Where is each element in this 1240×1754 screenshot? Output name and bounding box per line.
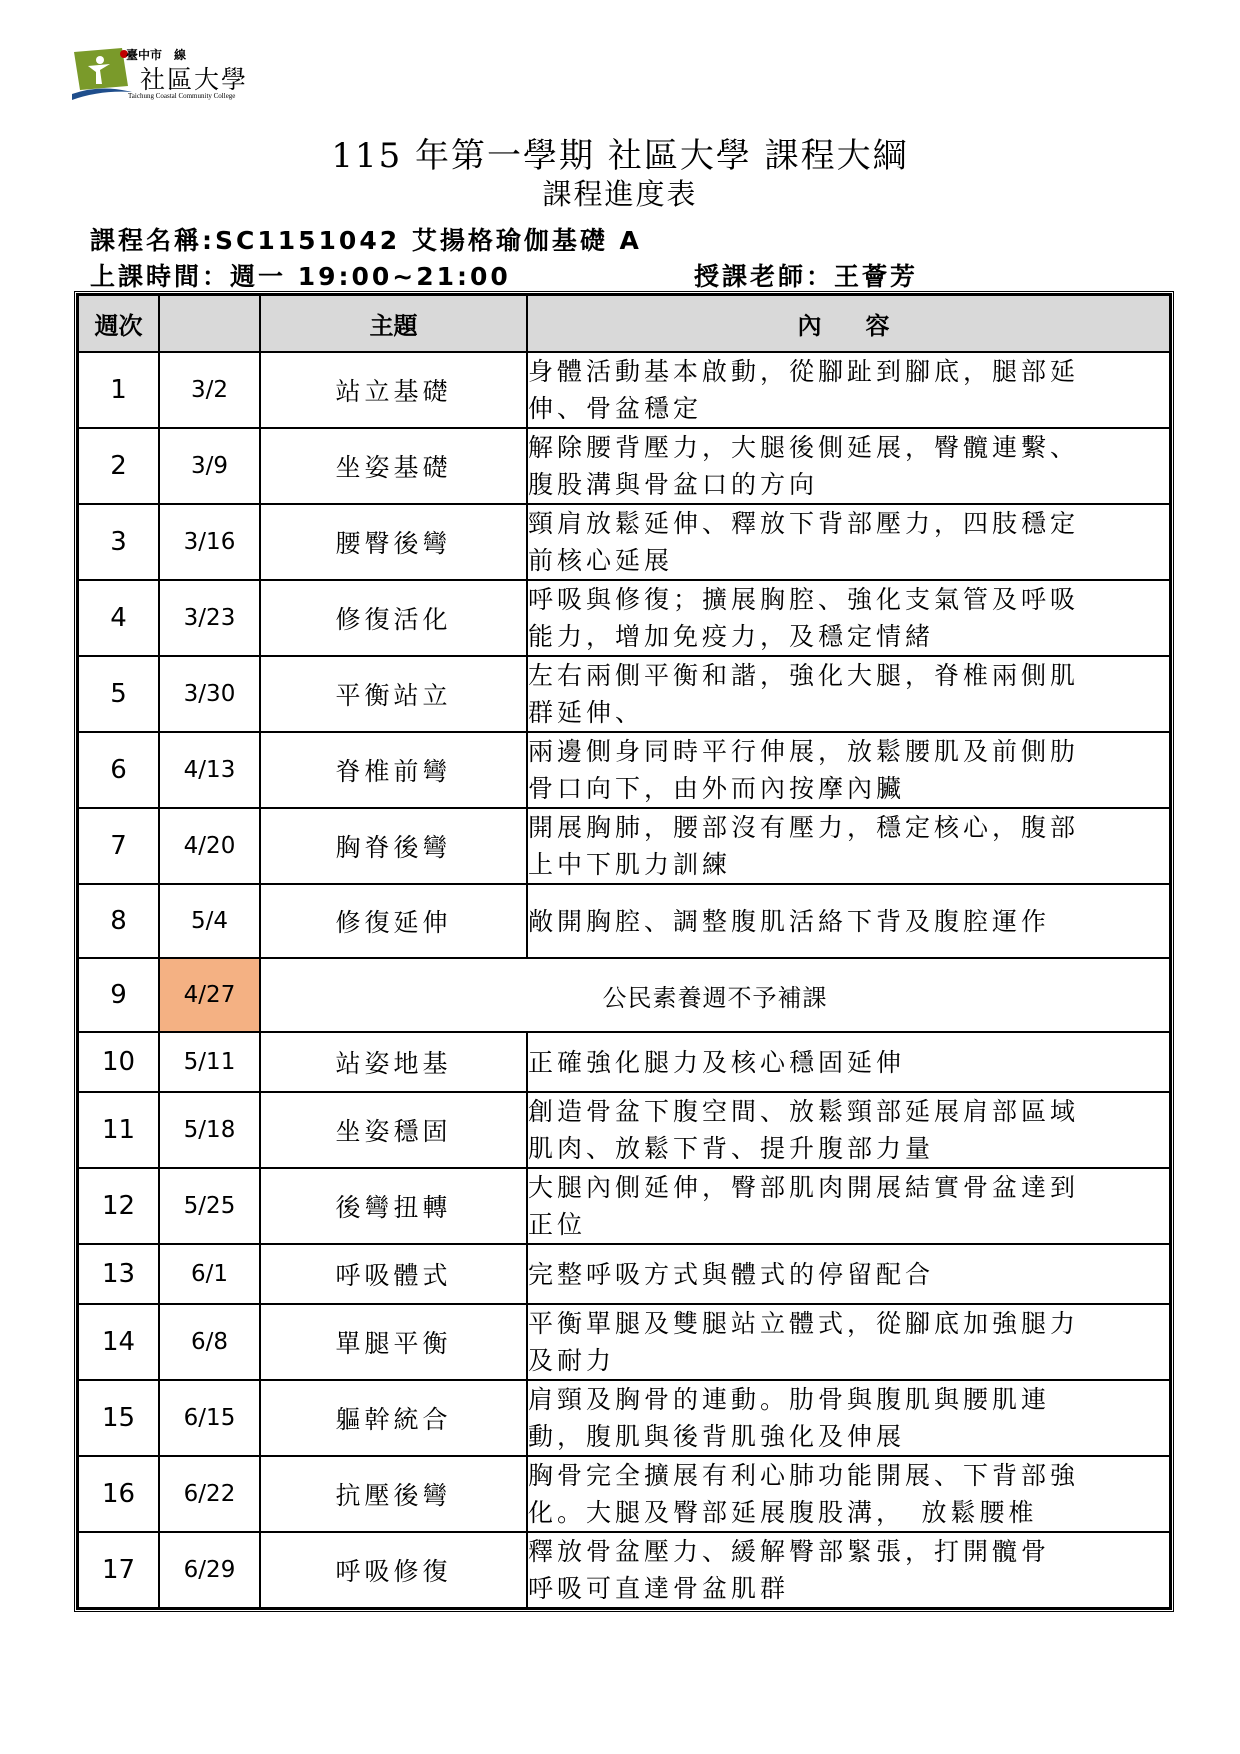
content-cell [527, 352, 1170, 428]
topic-cell: 抗壓後彎 [260, 1456, 527, 1532]
logo-city-text: 臺中市 [126, 48, 163, 62]
logo-college-text: 社區大學 [140, 65, 249, 94]
date-cell: 6/22 [159, 1456, 260, 1532]
content-line: 化。大腿及臀部延展腹股溝， 放鬆腰椎 [528, 1498, 1038, 1527]
topic-cell: 軀幹統合 [260, 1380, 527, 1456]
week-cell: 2 [78, 428, 159, 504]
week-cell: 11 [78, 1092, 159, 1168]
content-line: 頸肩放鬆延伸、釋放下背部壓力，四肢穩定 [528, 509, 1080, 538]
content-line: 群延伸、 [528, 698, 645, 727]
document-title: 115 年第一學期 社區大學 課程大綱 [331, 136, 909, 176]
content-cell [527, 1532, 1170, 1608]
content-line: 伸、骨盆穩定 [528, 394, 703, 423]
topic-cell: 站立基礎 [260, 352, 527, 428]
week-cell: 5 [78, 656, 159, 732]
content-line: 腹股溝與骨盆口的方向 [528, 470, 819, 499]
content-line: 呼吸可直達骨盆肌群 [528, 1574, 790, 1603]
header-content: 內 容 [527, 295, 1170, 352]
week-cell: 12 [78, 1168, 159, 1244]
table-row [78, 352, 1170, 428]
topic-cell: 站姿地基 [260, 1032, 527, 1092]
table-row [78, 1244, 1170, 1304]
table-row [78, 1032, 1170, 1092]
content-line: 平衡單腿及雙腿站立體式，從腳底加強腿力 [528, 1309, 1080, 1338]
table-row [78, 428, 1170, 504]
logo-english-text: Taichung Coastal Community College [128, 92, 236, 100]
week-cell: 4 [78, 580, 159, 656]
content-line: 肩頸及胸骨的連動。肋骨與腹肌與腰肌連 [528, 1385, 1051, 1414]
topic-cell: 修復延伸 [260, 884, 527, 958]
content-line: 前核心延展 [528, 546, 674, 575]
topic-cell: 胸脊後彎 [260, 808, 527, 884]
date-cell: 4/20 [159, 808, 260, 884]
content-line: 完整呼吸方式與體式的停留配合 [528, 1259, 935, 1289]
date-cell: 4/13 [159, 732, 260, 808]
week-cell: 17 [78, 1532, 159, 1608]
topic-cell: 單腿平衡 [260, 1304, 527, 1380]
table-row [78, 504, 1170, 580]
date-cell: 5/11 [159, 1032, 260, 1092]
week-cell: 8 [78, 884, 159, 958]
header-topic: 主題 [260, 295, 527, 352]
week-cell: 7 [78, 808, 159, 884]
content-cell [527, 1092, 1170, 1168]
content-line: 胸骨完全擴展有利心肺功能開展、下背部強 [528, 1461, 1080, 1490]
week-cell: 1 [78, 352, 159, 428]
content-line: 大腿內側延伸，臀部肌肉開展結實骨盆達到 [528, 1173, 1080, 1202]
week-cell: 6 [78, 732, 159, 808]
date-cell-highlighted: 4/27 [159, 958, 260, 1032]
header-date [159, 295, 260, 352]
content-line: 敞開胸腔、調整腹肌活絡下背及腹腔運作 [528, 906, 1051, 936]
content-line: 左右兩側平衡和諧，強化大腿，脊椎兩側肌 [528, 661, 1080, 690]
header-week: 週次 [78, 295, 159, 352]
date-cell: 3/23 [159, 580, 260, 656]
week-cell: 9 [78, 958, 159, 1032]
content-cell [527, 428, 1170, 504]
table-row [78, 1380, 1170, 1456]
content-cell [527, 1304, 1170, 1380]
content-line: 創造骨盆下腹空間、放鬆頸部延展肩部區域 [528, 1097, 1080, 1126]
date-cell: 3/16 [159, 504, 260, 580]
table-row [78, 732, 1170, 808]
content-cell [527, 1380, 1170, 1456]
topic-cell: 修復活化 [260, 580, 527, 656]
week-cell: 13 [78, 1244, 159, 1304]
content-line: 解除腰背壓力，大腿後側延展，臀髖連繫、 [528, 433, 1080, 462]
table-row [78, 808, 1170, 884]
schedule-table [77, 294, 1171, 1609]
table-row [78, 1304, 1170, 1380]
topic-cell: 呼吸體式 [260, 1244, 527, 1304]
teacher-name: 授課老師：王薈芳 [694, 262, 919, 291]
logo-emblem-icon [70, 46, 134, 104]
topic-cell: 坐姿基礎 [260, 428, 527, 504]
content-line: 肌肉、放鬆下背、提升腹部力量 [528, 1134, 935, 1163]
content-cell [527, 1032, 1170, 1092]
table-row [78, 958, 1170, 1032]
logo [70, 46, 270, 106]
no-makeup-note: 公民素養週不予補課 [260, 958, 1170, 1032]
content-cell [527, 504, 1170, 580]
week-cell: 3 [78, 504, 159, 580]
date-cell: 5/25 [159, 1168, 260, 1244]
date-cell: 3/2 [159, 352, 260, 428]
topic-cell: 腰臀後彎 [260, 504, 527, 580]
topic-cell: 後彎扭轉 [260, 1168, 527, 1244]
content-line: 兩邊側身同時平行伸展，放鬆腰肌及前側肋 [528, 737, 1080, 766]
topic-cell: 平衡站立 [260, 656, 527, 732]
date-cell: 5/4 [159, 884, 260, 958]
content-cell [527, 580, 1170, 656]
date-cell: 6/8 [159, 1304, 260, 1380]
week-cell: 10 [78, 1032, 159, 1092]
week-cell: 16 [78, 1456, 159, 1532]
content-line: 骨口向下，由外而內按摩內臟 [528, 774, 906, 803]
table-header-row [78, 295, 1170, 352]
content-cell [527, 732, 1170, 808]
table-row [78, 1532, 1170, 1608]
class-time: 上課時間：週一 19:00~21:00 [90, 262, 511, 291]
document-subtitle: 課程進度表 [542, 177, 698, 211]
topic-cell: 呼吸修復 [260, 1532, 527, 1608]
content-cell [527, 1244, 1170, 1304]
content-cell [527, 1168, 1170, 1244]
date-cell: 3/30 [159, 656, 260, 732]
content-line: 正位 [528, 1210, 587, 1239]
table-row [78, 580, 1170, 656]
logo-coastal-text: 線 [174, 48, 187, 62]
week-cell: 15 [78, 1380, 159, 1456]
content-line: 開展胸肺，腰部沒有壓力，穩定核心，腹部 [528, 813, 1080, 842]
table-row [78, 884, 1170, 958]
content-line: 身體活動基本啟動，從腳趾到腳底，腿部延 [528, 357, 1080, 386]
content-cell [527, 884, 1170, 958]
content-line: 及耐力 [528, 1346, 616, 1375]
date-cell: 3/9 [159, 428, 260, 504]
table-row [78, 656, 1170, 732]
date-cell: 6/1 [159, 1244, 260, 1304]
content-line: 能力，增加免疫力，及穩定情緒 [528, 622, 935, 651]
date-cell: 6/29 [159, 1532, 260, 1608]
content-line: 上中下肌力訓練 [528, 850, 732, 879]
table-row [78, 1168, 1170, 1244]
content-line: 呼吸與修復；擴展胸腔、強化支氣管及呼吸 [528, 585, 1080, 614]
table-row [78, 1092, 1170, 1168]
content-cell [527, 808, 1170, 884]
content-line: 動，腹肌與後背肌強化及伸展 [528, 1422, 906, 1451]
content-line: 釋放骨盆壓力、緩解臀部緊張，打開髖骨 [528, 1537, 1051, 1566]
content-cell [527, 656, 1170, 732]
topic-cell: 脊椎前彎 [260, 732, 527, 808]
course-name: 課程名稱:SC1151042 艾揚格瑜伽基礎 A [90, 226, 642, 255]
table-row [78, 1456, 1170, 1532]
content-line: 正確強化腿力及核心穩固延伸 [528, 1047, 906, 1077]
topic-cell: 坐姿穩固 [260, 1092, 527, 1168]
content-cell [527, 1456, 1170, 1532]
date-cell: 5/18 [159, 1092, 260, 1168]
date-cell: 6/15 [159, 1380, 260, 1456]
week-cell: 14 [78, 1304, 159, 1380]
